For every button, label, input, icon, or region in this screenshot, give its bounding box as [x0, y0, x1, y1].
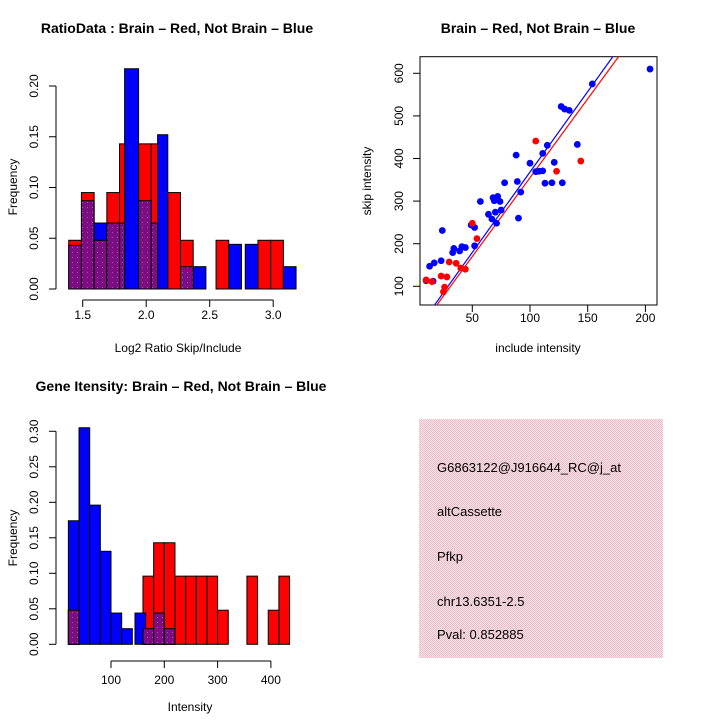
- histogram-bar: [168, 193, 181, 289]
- scatter-point: [491, 197, 498, 204]
- scatter-point: [471, 242, 478, 249]
- y-tick-label: 100: [392, 276, 406, 297]
- y-tick-label: 0.00: [27, 632, 41, 656]
- x-tick-label: 300: [207, 673, 228, 687]
- chart-title: Gene Itensity: Brain – Red, Not Brain – Blue: [35, 378, 327, 394]
- y-tick-label: 0.05: [27, 226, 41, 250]
- y-tick-label: 0.30: [27, 419, 41, 443]
- y-tick-label: 200: [392, 233, 406, 254]
- chart-title: Brain – Red, Not Brain – Blue: [440, 20, 636, 36]
- y-tick-label: 500: [392, 105, 406, 126]
- x-tick-label: 150: [577, 311, 598, 325]
- histogram-bar: [111, 613, 122, 644]
- scatter-point: [577, 158, 584, 165]
- histogram-bar: [175, 576, 186, 644]
- histogram-bar: [100, 551, 111, 644]
- x-axis-title: Intensity: [167, 700, 213, 714]
- histogram-bar: [69, 245, 82, 289]
- y-tick-label: 0.10: [27, 561, 41, 585]
- splice-type-text: altCassette: [437, 504, 503, 519]
- histogram-bar: [125, 69, 139, 289]
- y-tick-label: 300: [392, 191, 406, 212]
- histogram-bar: [216, 240, 229, 289]
- x-tick-label: 3.0: [264, 308, 282, 322]
- histogram-bar: [245, 244, 258, 289]
- histogram-bar: [229, 244, 242, 289]
- x-axis-title: Log2 Ratio Skip/Include: [114, 341, 242, 355]
- histogram-bar: [268, 610, 279, 644]
- histogram-bar: [79, 428, 90, 645]
- histogram-bar: [139, 201, 152, 289]
- histogram-bar: [143, 629, 154, 645]
- scatter-point: [438, 257, 445, 264]
- y-tick-label: 0.25: [27, 455, 41, 479]
- histogram-bar: [151, 223, 157, 289]
- scatter-point: [539, 150, 546, 157]
- scatter-point: [544, 142, 551, 149]
- scatter-point: [438, 273, 445, 280]
- histogram-bar: [120, 223, 125, 289]
- histogram-bar: [247, 576, 258, 644]
- histogram-bar: [81, 201, 94, 289]
- scatter-point: [440, 288, 447, 295]
- histogram-bar: [90, 505, 101, 644]
- scatter-point: [469, 220, 476, 227]
- y-axis-title: skip intensity: [360, 146, 374, 216]
- chart-title: RatioData : Brain – Red, Not Brain – Blue: [40, 20, 314, 36]
- y-tick-label: 0.20: [27, 490, 41, 514]
- histogram-bar: [154, 613, 165, 644]
- scatter-point: [444, 274, 451, 281]
- histogram-bar: [279, 576, 290, 644]
- scatter-point: [647, 66, 654, 73]
- histogram-bar: [180, 267, 193, 289]
- histogram-bar: [186, 576, 197, 644]
- scatter-point: [542, 180, 549, 187]
- scatter-point: [532, 138, 539, 145]
- histogram-bar: [271, 240, 284, 289]
- scatter-point: [462, 244, 469, 251]
- y-tick-label: 0.05: [27, 597, 41, 621]
- y-tick-label: 0.15: [27, 125, 41, 149]
- scatter-point: [474, 235, 481, 242]
- x-tick-label: 200: [635, 311, 656, 325]
- x-tick-label: 2.5: [201, 308, 219, 322]
- scatter-point: [423, 277, 430, 284]
- scatter-point: [551, 159, 558, 166]
- y-axis-title: Frequency: [6, 509, 20, 567]
- x-tick-label: 100: [519, 311, 541, 325]
- scatter-point: [517, 189, 524, 196]
- pval-text: Pval: 0.852885: [437, 627, 524, 642]
- histogram-bar: [283, 267, 296, 289]
- ratio-histogram-panel: [6, 20, 313, 355]
- gene-info-panel: [419, 419, 663, 658]
- histogram-bar: [158, 135, 168, 289]
- probe-id-text: G6863122@J916644_RC@j_at: [437, 460, 621, 475]
- gene-histogram-panel: [6, 378, 327, 714]
- scatter-point: [446, 259, 453, 266]
- scatter-point: [559, 179, 566, 186]
- histogram-bar: [68, 610, 79, 644]
- scatter-point: [493, 220, 500, 227]
- y-tick-label: 0.10: [27, 175, 41, 200]
- scatter-point: [553, 168, 560, 175]
- histogram-bar: [218, 610, 229, 644]
- y-axis-title: Frequency: [6, 158, 20, 216]
- y-tick-label: 0.15: [27, 526, 41, 550]
- x-tick-label: 2.0: [137, 308, 155, 322]
- scatter-point: [439, 227, 446, 234]
- histogram-bar: [122, 629, 133, 645]
- y-tick-label: 0.00: [27, 277, 41, 301]
- scatter-point: [429, 278, 436, 285]
- histogram-bar: [94, 240, 107, 289]
- y-tick-label: 400: [392, 148, 406, 169]
- x-tick-label: 50: [465, 311, 479, 325]
- scatter-point: [536, 168, 543, 175]
- x-tick-label: 200: [154, 673, 175, 687]
- gene-name-text: Pfkp: [437, 549, 464, 564]
- histogram-bar: [164, 629, 175, 645]
- info-panel-background: [419, 419, 663, 658]
- histogram-bar: [207, 576, 218, 644]
- x-tick-label: 400: [260, 673, 281, 687]
- y-tick-label: 0.20: [27, 74, 41, 98]
- histogram-bar: [258, 240, 271, 289]
- x-tick-label: 100: [100, 673, 122, 687]
- scatter-point: [527, 160, 534, 167]
- scatter-point: [514, 178, 521, 185]
- scatter-point: [513, 152, 520, 159]
- x-axis-title: include intensity: [495, 341, 581, 355]
- scatter-point: [462, 266, 469, 273]
- scatter-point: [566, 107, 573, 114]
- scatter-point: [501, 179, 508, 186]
- scatter-point: [477, 198, 484, 205]
- scatter-point: [574, 141, 581, 148]
- scatter-panel: [360, 20, 657, 355]
- plot-box: [420, 57, 657, 305]
- scatter-point: [549, 179, 556, 186]
- histogram-bar: [107, 223, 120, 289]
- histogram-bar: [196, 576, 207, 644]
- scatter-point: [426, 263, 433, 270]
- scatter-point: [492, 209, 499, 216]
- histogram-bar: [193, 267, 206, 289]
- y-tick-label: 600: [392, 63, 406, 84]
- x-tick-label: 1.5: [74, 308, 92, 322]
- chromosome-location-text: chr13.6351-2.5: [437, 594, 525, 609]
- scatter-point: [515, 215, 522, 222]
- scatter-point: [449, 249, 456, 256]
- scatter-point: [589, 81, 596, 88]
- scatter-point: [456, 248, 463, 255]
